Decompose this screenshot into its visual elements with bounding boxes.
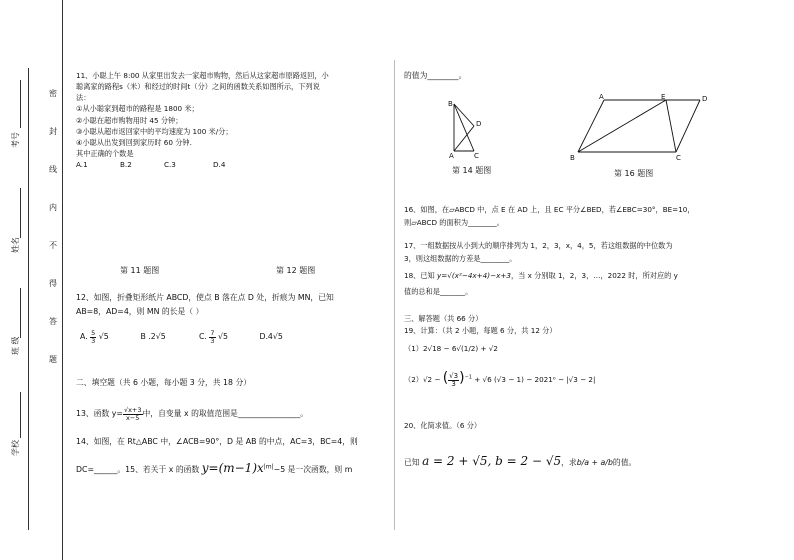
seal-char-1: 密 [49, 89, 57, 98]
q17-line-2: 3，则这组数据的方差是________。 [404, 254, 517, 264]
q11-options [76, 159, 329, 170]
seal-char-2: 封 [49, 127, 57, 136]
q12-option-b[interactable]: B .2√5 [140, 332, 166, 341]
q18-line-1 [404, 270, 678, 281]
q18-line-2: 值的总和是_______。 [404, 287, 473, 297]
q11-line-1: 11、小聪上午 8:00 从家里出发去一家超市购物，然后从这家超市原路返回，小 [76, 71, 329, 80]
question-18 [404, 270, 678, 297]
fig14-caption: 第 14 题图 [452, 166, 492, 175]
fig14-label-b: B [448, 100, 453, 108]
seal-char-7: 答 [49, 317, 57, 326]
q12-option-a-fraction [90, 330, 96, 344]
binding-line-inner [62, 0, 63, 560]
q19-part-1-label: （1） [404, 344, 423, 353]
q19-part-2-den: 3 [451, 379, 456, 388]
seal-char-3: 线 [49, 165, 57, 174]
q16-line-1: 16、如图，在▱ABCD 中，点 E 在 AD 上，且 EC 平分∠BED，若∠EBC=30°，BE=10， [404, 205, 695, 214]
q11-option-a[interactable]: A.1 [76, 160, 88, 170]
fig14-label-a: A [449, 152, 454, 160]
question-20-title: 20、化简求值。（6 分） [404, 421, 482, 430]
q13-suffix: 中，自变量 x 的取值范围是________________。 [142, 409, 309, 418]
q19-part-1 [404, 343, 498, 354]
q11-statement-3: ③小聪从超市返回家中的平均速度为 100 米/分； [76, 126, 233, 136]
q15-exponent: |m| [263, 463, 274, 471]
fig16-label-a: A [599, 93, 604, 101]
fig14-edge-dc [454, 126, 474, 151]
section-2-heading: 二、填空题（共 6 小题，每小题 3 分，共 18 分） [76, 378, 252, 387]
question-17 [404, 240, 673, 264]
q11-line-3: 法： [76, 93, 91, 103]
q19-part-2-label: （2） [404, 375, 423, 384]
q12-line-1: 12、如图，折叠矩形纸片 ABCD，使点 B 落在点 D 处，折痕为 MN，已知 [76, 293, 334, 302]
q12-option-a-den: 3 [91, 336, 96, 345]
q12-option-c-tail: √5 [218, 332, 228, 341]
fig14-edge-bc [454, 104, 474, 151]
q11-statement-1: ①从小聪家到超市的路程是 1800 米； [76, 104, 199, 114]
question-12 [76, 292, 334, 317]
fig16-label-b: B [570, 154, 575, 162]
q13-fraction [123, 407, 143, 421]
fig14-label-c: C [474, 152, 479, 160]
question-14 [76, 436, 358, 477]
section-3-heading: 三、解答题（共 66 分） [404, 314, 483, 323]
fig16-edge-ec [666, 100, 676, 152]
binding-label-exam-no: 考号 [11, 132, 20, 148]
q11-option-c[interactable]: C.3 [164, 160, 176, 170]
column-divider [394, 60, 395, 530]
q19-part-2: （2）√2 − ( $\frac{√3}{3}$ )$^{-1}$ + √6 (√3 − 1) − 2021⁰ − |√3 − 2| [404, 370, 596, 388]
q13-num: √x+3 [123, 406, 142, 414]
q11-option-b[interactable]: B.2 [120, 160, 132, 170]
q18-prefix: 18、已知 [404, 271, 435, 280]
q19-part-2-d: + √6 (√3 − 1) − 2021⁰ − |√3 − 2| [474, 375, 596, 384]
q12-line-2: AB=8，AD=4，则 MN 的长是（ ） [76, 306, 204, 316]
fig11-caption: 第 11 题图 [120, 266, 160, 275]
binding-label-name: 姓名 [11, 237, 20, 253]
q20-expr: b/a + a/b [576, 458, 613, 467]
fig14-edge-bd [454, 104, 474, 126]
q12-option-c-label: C. [198, 332, 207, 341]
q15-formula: y=(m−1)x [201, 460, 264, 475]
binding-label-school: 学校 [11, 440, 20, 456]
question-16 [404, 204, 695, 228]
q16-line-2: 则▱ABCD 的面积为________。 [404, 218, 504, 228]
q18-formula: y=√(x²−4x+4)−x+3 [437, 271, 511, 280]
binding-line-outer [28, 68, 29, 530]
q12-option-a-tail: √5 [98, 332, 109, 341]
q18-suffix: ，当 x 分别取 1，2，3，…，2022 时，所对应的 y [510, 271, 678, 280]
q12-option-a-label: A. [80, 332, 88, 341]
fig14-label-d: D [476, 120, 482, 128]
q12-options [80, 330, 283, 344]
seal-char-5: 不 [49, 241, 57, 250]
q17-line-1: 17、一组数据按从小到大的顺序排列为 1，2，3，x，4，5，若这组数据的中位数为 [404, 241, 673, 250]
seal-char-6: 得 [49, 279, 57, 288]
seal-char-4: 内 [49, 203, 57, 212]
q19-part-2-fraction [448, 373, 459, 388]
binding-field-school [20, 392, 21, 438]
figure-16 [568, 92, 714, 164]
fig16-label-c: C [676, 154, 681, 162]
q20-tail: 的值。 [612, 458, 637, 467]
binding-field-class [20, 288, 21, 338]
q12-option-a-num: 5 [91, 329, 96, 337]
question-19-title: 19、计算：（共 2 小题，每题 6 分，共 12 分） [404, 326, 557, 335]
binding-seal-column [48, 88, 58, 392]
fig16-label-e: E [661, 93, 666, 101]
question-13 [76, 407, 308, 421]
q19-part-2-a: √2 − [422, 375, 443, 384]
q13-den: x−5 [126, 413, 140, 422]
q15-tail: −5 是一次函数，则 m [273, 464, 353, 474]
fig16-caption: 第 16 题图 [614, 169, 654, 178]
binding-label-class: 班 级 [11, 336, 20, 355]
q12-option-c-fraction [209, 330, 215, 344]
binding-field-name [20, 188, 21, 238]
q20-prefix: 已知 [404, 458, 420, 467]
q20-suffix: ，求 [561, 458, 577, 467]
q12-option-a[interactable] [80, 330, 138, 344]
q20-formula: a = 2 + √5, b = 2 − √5 [422, 454, 562, 468]
q12-option-c[interactable] [199, 330, 257, 344]
q14-line-2 [76, 459, 358, 477]
q19-part-1-expr: 2√18 − 6√(1/2) + √2 [422, 344, 498, 353]
fig16-label-d: D [702, 95, 708, 103]
q15-continuation: 的值为________。 [404, 71, 467, 80]
fig16-edge-dc [676, 100, 700, 152]
q12-option-c-den: 3 [210, 336, 215, 345]
q19-part-2-num: √3 [449, 371, 459, 380]
q14-line-1: 14、如图，在 Rt△ABC 中，∠ACB=90°，D 是 AB 的中点，AC=3，BC=4，则 [76, 437, 358, 446]
seal-char-8: 题 [49, 355, 57, 364]
fig12-caption: 第 12 题图 [276, 266, 316, 275]
q12-option-d[interactable]: D.4√5 [259, 332, 283, 341]
q14-line-2-text: DC=______。15、若关于 x 的函数 [76, 464, 200, 474]
q11-statement-4: ④小聪从出发到回到家历时 60 分钟. [76, 137, 192, 147]
binding-field-exam-no [20, 80, 21, 128]
q11-option-d[interactable]: D.4 [213, 160, 226, 170]
q11-line-2: 聪离家的路程s（米）和经过的时间t（分）之间的函数关系如图所示，下列说 [76, 82, 320, 92]
q11-question: 其中正确的个数是 [76, 149, 134, 159]
q20-body [404, 452, 636, 470]
figure-14 [446, 96, 496, 162]
q13-prefix: 13、函数 y= [76, 409, 123, 418]
q11-statement-2: ②小聪在超市购物用时 45 分钟； [76, 115, 183, 125]
question-11 [76, 70, 329, 170]
q12-option-c-num: 7 [210, 329, 215, 337]
